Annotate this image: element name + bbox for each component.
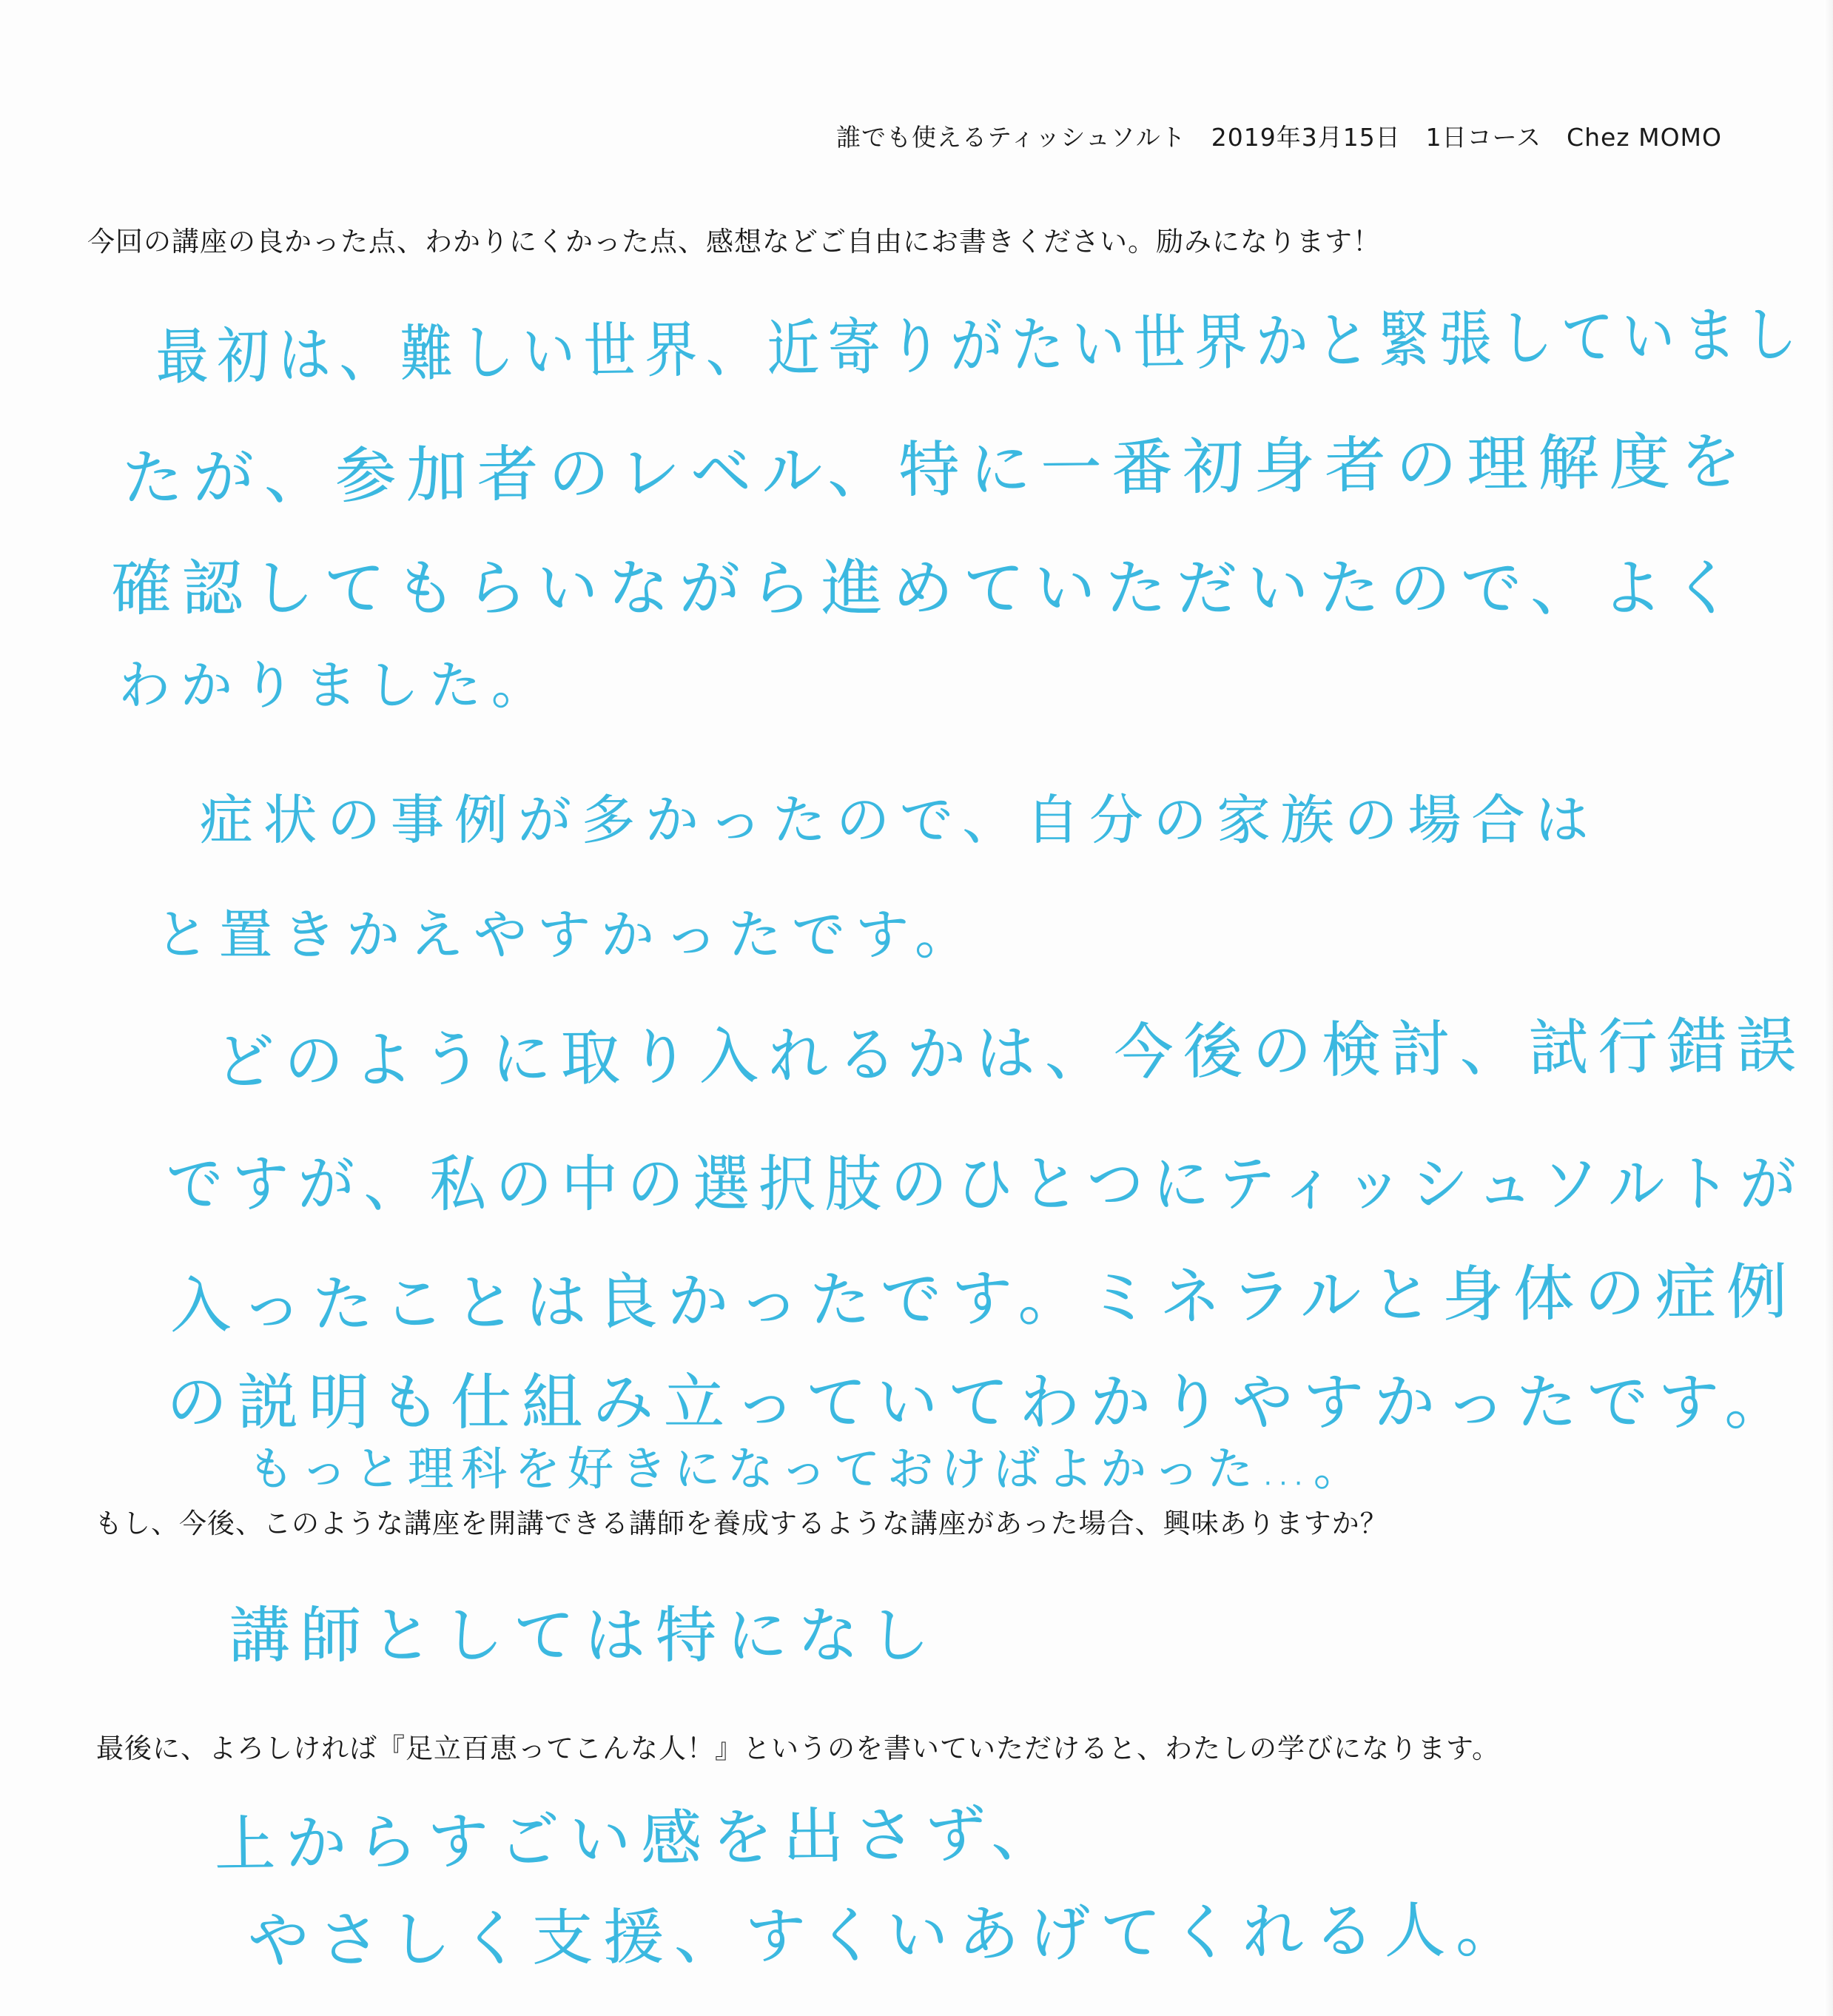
answer-feedback-line: もっと理科を好きになっておけばよかった…。 <box>248 1442 1368 1496</box>
answer-feedback-line: どのように取り入れるかは、今後の検討、試行錯誤 <box>215 1010 1806 1098</box>
answer-feedback-line: 最初は、難しい世界、近寄りがたい世界かと緊張していまし <box>155 299 1806 393</box>
answer-feedback-line: わかりました。 <box>118 655 554 716</box>
course-header: 誰でも使えるティッシュソルト 2019年3月15日 1日コース Chez MOMO <box>836 123 1722 152</box>
question-feedback: 今回の講座の良かった点、わかりにくかった点、感想などご自由にお書きください。励みになります！ <box>87 226 1381 258</box>
answer-about-person-line: やさしく支援、すくいあげてくれる人。 <box>247 1895 1527 1977</box>
scan-edge <box>1824 0 1833 2016</box>
answer-feedback-line: と置きかえやすかったです。 <box>155 904 979 966</box>
answer-feedback-line: 入ったことは良かったです。ミネラルと身体の症例 <box>169 1257 1798 1342</box>
answer-feedback-line: 症状の事例が多かったので、自分の家族の場合は <box>200 789 1599 851</box>
answer-feedback-line: 確認してもらいながら進めていただいたので、よく <box>111 554 1744 624</box>
answer-feedback-line: の説明も仕組み立っていてわかりやすかったです。 <box>167 1368 1796 1438</box>
answer-feedback-line: ですが、私の中の選択肢のひとつにティッシュソルトが <box>167 1149 1806 1220</box>
answer-about-person-line: 上からすごい感を出さず、 <box>214 1798 1063 1881</box>
answer-instructor-course: 講師としては特になし <box>229 1601 941 1671</box>
question-instructor-course: もし、今後、このような講座を開講できる講師を養成するような講座があった場合、興味ありますか？ <box>95 1508 1388 1539</box>
answer-feedback-line: たが、参加者のレベル、特に一番初身者の理解度を <box>121 426 1752 514</box>
question-about-person: 最後に、よろしければ『足立百恵ってこんな人！』というのを書いていただけると、わたしの学びになります。 <box>96 1733 1501 1764</box>
